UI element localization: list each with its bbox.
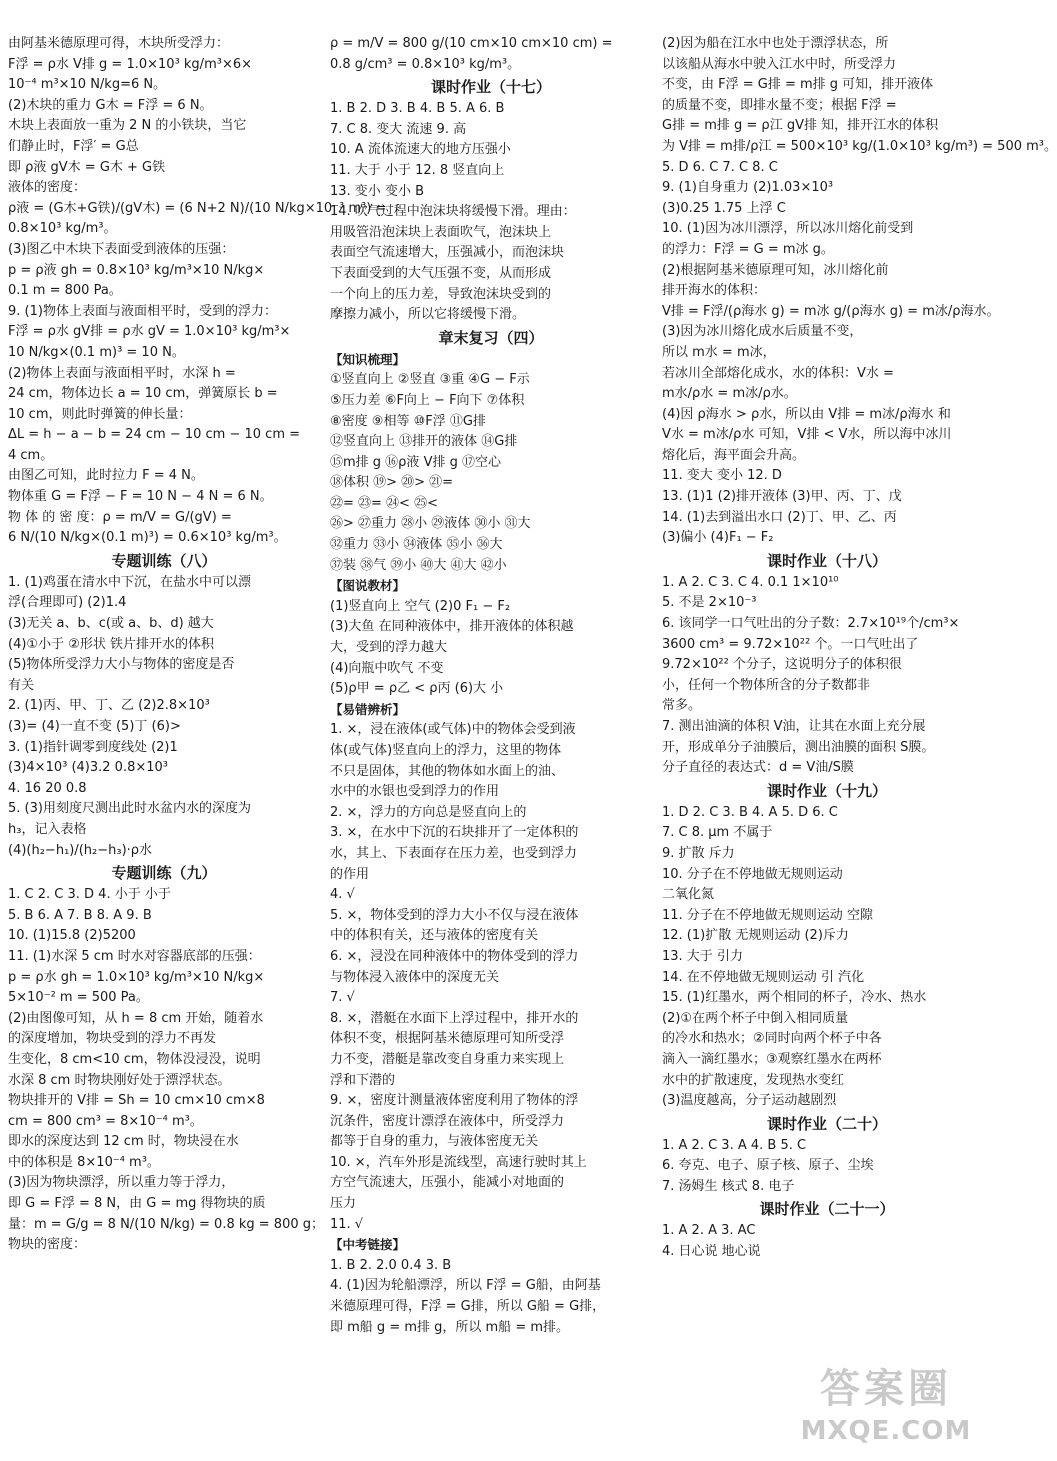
answer-line: 2. ×，浮力的方向总是竖直向上的	[330, 804, 527, 820]
answer-line: 11. 分子在不停地做无规则运动 空隙	[662, 907, 873, 923]
answer-line: 5. ×，物体受到的浮力大小不仅与浸在液体	[330, 907, 579, 923]
answer-line: 14. (1)去到溢出水口 (2)丁、甲、乙、丙	[662, 509, 897, 525]
answer-line: 表面空气流速增大，压强减小，而泡沫块	[330, 245, 565, 261]
answer-line: 排开海水的体积：	[662, 283, 767, 299]
answer-line: 7. C 8. μm 不属于	[662, 825, 773, 841]
answer-line: 1. A 2. A 3. AC	[662, 1223, 756, 1239]
answer-line: ⑱体积 ⑲> ⑳> ㉑=	[330, 475, 454, 491]
answer-line: (2)因为船在江水中也处于漂浮状态，所	[662, 36, 889, 51]
section-heading: 专题训练（九）	[111, 864, 217, 883]
answer-line: 13. 大于 引力	[662, 948, 743, 964]
answer-line: (4)(h₂−h₁)/(h₂−h₃)·ρ水	[8, 842, 153, 858]
answer-line: 10 cm，则此时弹簧的伸长量：	[8, 406, 192, 422]
answer-line: ρ = m/V = 800 g/(10 cm×10 cm×10 cm) =	[330, 36, 613, 51]
answer-line: 若冰川全部熔化成水，水的体积：V水 =	[662, 365, 894, 381]
answer-line: 4 cm。	[8, 447, 54, 463]
answer-line: 以该船从海水中驶入江水中时，所受浮力	[662, 56, 897, 72]
answer-line: 都等于自身的重力，与液体密度无关	[330, 1134, 539, 1150]
answer-line: 4. √	[330, 887, 355, 903]
answer-line: ⑮m排 g ⑯ρ液 V排 g ⑰空心	[330, 454, 501, 470]
watermark	[786, 1363, 986, 1453]
answer-line: ①竖直向上 ②竖直 ③重 ④G − F示	[330, 372, 530, 388]
answer-line: (3)因为物块漂浮，所以重力等于浮力，	[8, 1175, 235, 1191]
answer-line: 9. (1)物体上表面与液面相平时，受到的浮力：	[8, 303, 277, 319]
answer-line: 1. (1)鸡蛋在清水中下沉，在盐水中可以漂	[8, 574, 251, 590]
answer-line: 5×10⁻² m = 500 Pa。	[8, 990, 149, 1006]
answer-line: ㉒= ㉓= ㉔< ㉕<	[330, 495, 438, 511]
answer-line: 方空气流速大，压强小，能减小对地面的	[330, 1175, 565, 1191]
answer-line: m水/ρ水 = m冰/ρ水。	[662, 386, 797, 402]
answer-line: 压力	[330, 1196, 357, 1212]
answer-line: (3)0.25 1.75 上浮 C	[662, 200, 786, 216]
answer-line: 4. 16 20 0.8	[8, 780, 87, 796]
answer-line: 10. A 流体流速大的地方压强小	[330, 142, 511, 158]
answer-line: 物块排开的 V排 = Sh = 10 cm×10 cm×8	[8, 1093, 265, 1109]
answer-line: ㉖> ㉗重力 ㉘小 ㉙液体 ㉚小 ㉛大	[330, 516, 531, 532]
middle-column	[330, 34, 652, 1338]
answer-line: (4)①小于 ②形状 铁片排开水的体积	[8, 636, 214, 652]
answer-line: 量：m = G/g = 8 N/(10 N/kg) = 0.8 kg = 800 g；	[8, 1216, 324, 1232]
answer-line: (3)因为冰川熔化成水后质量不变，	[662, 324, 863, 340]
answer-line: 5. 不是 2×10⁻³	[662, 595, 757, 611]
answer-line: (3)无关 a、b、c(或 a、b、d) 越大	[8, 616, 214, 632]
answer-line: (2)①在两个杯子中倒入相同质量	[662, 1010, 849, 1026]
answer-line: 0.8×10³ kg/m³。	[8, 221, 117, 237]
answer-line: 二氧化氮	[662, 887, 715, 903]
section-heading: 章末复习（四）	[438, 328, 544, 347]
answer-line: p = ρ液 gh = 0.8×10³ kg/m³×10 N/kg×	[8, 262, 265, 278]
answer-line: 7. 汤姆生 核式 8. 电子	[662, 1178, 795, 1194]
answer-line: 一个向上的压力差，导致泡沫块受到的	[330, 286, 552, 302]
answer-line: 10. (1)15.8 (2)5200	[8, 928, 136, 944]
answer-line: 体积不变，根据阿基米德原理可知所受浮	[330, 1031, 565, 1047]
answer-line: (3)图乙中木块下表面受到液体的压强：	[8, 241, 235, 257]
answer-line: 有关	[8, 677, 35, 693]
answer-line: 体(或气体)竖直向上的浮力，这里的物体	[330, 743, 562, 758]
answer-line: (3)大鱼 在同种液体中，排开液体的体积越	[330, 619, 574, 635]
subsection-label: 【中考链接】	[330, 1237, 406, 1253]
answer-line: 用吸管沿泡沫块上表面吹气，泡沫块上	[330, 224, 552, 240]
answer-line: 1. B 2. 2.0 0.4 3. B	[330, 1257, 452, 1273]
answer-line: (4)向瓶中吹气 不变	[330, 660, 444, 676]
answer-line: (4)因 ρ海水 > ρ水，所以由 V排 = m冰/ρ海水 和	[662, 406, 951, 422]
answer-line: 14. 吹气过程中泡沫块将缓慢下滑。理由：	[330, 204, 576, 220]
answer-line: ⑫竖直向上 ⑬排开的液体 ⑭G排	[330, 434, 518, 450]
answer-line: 们静止时，F浮′ = G总	[8, 138, 139, 154]
answer-line: 9.72×10²² 个分子，这说明分子的体积很	[662, 657, 902, 673]
answer-line: (1)竖直向上 空气 (2)0 F₁ − F₂	[330, 598, 511, 614]
answer-line: 即 G = F浮 = 8 N，由 G = mg 得物块的质	[8, 1196, 266, 1212]
section-heading: 课时作业（十九）	[766, 781, 887, 800]
answer-line: 水，其上、下表面存在压力差，也受到浮力	[330, 845, 578, 861]
answer-line: (3)4×10³ (4)3.2 0.8×10³	[8, 760, 169, 776]
answer-line: 7. 测出油滴的体积 V油，让其在水面上充分展	[662, 719, 926, 734]
answer-line: ⑤压力差 ⑥F向上 − F向下 ⑦体积	[330, 392, 525, 408]
answer-line: 14. 在不停地做无规则运动 引 汽化	[662, 969, 865, 985]
answer-line: G排 = m排 g = ρ江 gV排 知，排开江水的体积	[662, 118, 939, 134]
answer-line: ⑧密度 ⑨相等 ⑩F浮 ⑪G排	[330, 413, 486, 429]
section-heading: 课时作业（十七）	[430, 78, 551, 97]
answer-line: h₃，记入表格	[8, 821, 87, 837]
answer-line: V排 = F浮/(ρ海水 g) = m冰 g/(ρ海水 g) = m冰/ρ海水。	[662, 303, 1000, 319]
answer-line: 的深度增加，物块受到的浮力不再发	[8, 1031, 217, 1047]
answer-line: 3. ×，在水中下沉的石块排开了一定体积的	[330, 825, 579, 841]
answer-line: 水深 8 cm 时物块刚好处于漂浮状态。	[8, 1072, 231, 1088]
answer-line: 8. ×，潜艇在水面下上浮过程中，排开水的	[330, 1010, 579, 1026]
answer-line: 即 ρ液 gV木 = G木 + G铁	[8, 159, 166, 175]
answer-line: 中的体积是 8×10⁻⁴ m³。	[8, 1154, 160, 1170]
answer-line: 1. C 2. C 3. D 4. 小于 小于	[8, 887, 171, 903]
answer-line: 滴入一滴红墨水；③观察红墨水在两杯	[662, 1051, 882, 1067]
answer-line: 4. (1)因为轮船漂浮，所以 F浮 = G船，由阿基	[330, 1278, 601, 1294]
answer-line: 即水的深度达到 12 cm 时，物块浸在水	[8, 1134, 239, 1150]
answer-line: 4. 日心说 地心说	[662, 1244, 761, 1260]
answer-line: 10. ×，汽车外形是流线型，高速行驶时其上	[330, 1154, 587, 1170]
answer-line: 6 N/(10 N/kg×(0.1 m)³) = 0.6×10³ kg/m³。	[8, 530, 287, 546]
answer-line: 6. 该同学一口气吐出的分子数：2.7×10¹⁹个/cm³×	[662, 616, 960, 632]
answer-line: 力不变，潜艇是靠改变自身重力来实现上	[330, 1051, 565, 1067]
answer-line: 3. (1)指针调零到度线处 (2)1	[8, 739, 178, 755]
answer-line: 物块的密度：	[8, 1237, 87, 1253]
answer-line: 常多。	[662, 698, 702, 714]
answer-line: 木块上表面放一重为 2 N 的小铁块，当它	[8, 118, 247, 134]
answer-line: (5)物体所受浮力大小与物体的密度是否	[8, 657, 235, 673]
answer-line: 中的体积有关，还与液体的密度有关	[330, 928, 539, 944]
answer-line: 物 体 的 密 度：ρ = m/V = G/(gV) =	[8, 509, 232, 525]
answer-line: (2)物体上表面与液面相平时，水深 h =	[8, 365, 236, 381]
answer-line: 1. D 2. C 3. B 4. A 5. D 6. C	[662, 804, 838, 820]
answer-line: 11. (1)水深 5 cm 时水对容器底部的压强：	[8, 948, 261, 964]
answer-line: F浮 = ρ水 V排 g = 1.0×10³ kg/m³×6×	[8, 56, 252, 72]
answer-line: 的冷水和热水；②同时向两个杯子中各	[662, 1031, 882, 1047]
answer-line: 大，受到的浮力越大	[330, 640, 448, 656]
answer-line: 0.8 g/cm³ = 0.8×10³ kg/m³。	[330, 56, 521, 72]
answer-line: 沉条件，密度计漂浮在液体中，所受浮力	[330, 1113, 565, 1129]
answer-line: 11. 大于 小于 12. 8 竖直向上	[330, 162, 505, 178]
answer-line: 1. B 2. D 3. B 4. B 5. A 6. B	[330, 101, 505, 117]
answer-line: 的质量不变，即排水量不变；根据 F浮 =	[662, 97, 897, 113]
answer-line: 浮(合理即可) (2)1.4	[8, 595, 127, 611]
answer-line: 液体的密度：	[8, 180, 87, 196]
answer-line: 米德原理可得，F浮 = G排，所以 G船 = G排，	[330, 1299, 606, 1315]
answer-line: V水 = m冰/ρ水 可知，V排 < V水，所以海中冰川	[662, 427, 952, 443]
answer-line: 0.1 m = 800 Pa。	[8, 283, 122, 299]
answer-line: ㊲装 ㊳气 ㊴小 ㊵大 ㊶大 ㊷小	[330, 557, 507, 573]
answer-line: 下表面受到的大气压强不变，从而形成	[330, 265, 552, 281]
answer-line: F浮 = ρ水 gV排 = ρ水 gV = 1.0×10³ kg/m³×	[8, 324, 291, 340]
answer-line: 5. D 6. C 7. C 8. C	[662, 159, 778, 175]
answer-line: 6. 夸克、电子、原子核、原子、尘埃	[662, 1158, 874, 1174]
section-heading: 课时作业（二十一）	[759, 1200, 895, 1219]
answer-line: 的浮力：F浮 = G = m冰 g。	[662, 241, 834, 257]
answer-line: 分子直径的表达式：d = V油/S膜	[662, 760, 854, 776]
section-heading: 专题训练（八）	[111, 551, 217, 570]
answer-line: 不只是固体，其他的物体如水面上的油、	[330, 763, 565, 779]
answer-line: 2. (1)丙、甲、丁、乙 (2)2.8×10³	[8, 698, 210, 714]
answer-line: 与物体浸入液体中的深度无关	[330, 969, 500, 985]
answer-line: 的作用	[330, 866, 370, 882]
section-heading: 课时作业（二十）	[766, 1114, 887, 1133]
answer-line: 小，任何一个物体所含的分子数都非	[662, 677, 871, 693]
answer-line: 水中的扩散速度，发现热水变红	[662, 1072, 845, 1088]
answer-line: (2)根据阿基米德原理可知，冰川熔化前	[662, 262, 889, 278]
section-heading: 课时作业（十八）	[766, 551, 887, 570]
right-column	[662, 34, 1057, 1263]
answer-line: 12. (1)扩散 无规则运动 (2)斥力	[662, 928, 849, 944]
subsection-label: 【图说教材】	[330, 578, 406, 594]
answer-line: 7. √	[330, 990, 355, 1006]
answer-line: 摩擦力减小，所以它将缓慢下滑。	[330, 307, 526, 323]
answer-line: 24 cm，物体边长 a = 10 cm，弹簧原长 b =	[8, 386, 278, 402]
subsection-label: 【知识梳理】	[330, 351, 406, 367]
answer-line: 11. √	[330, 1216, 364, 1232]
answer-line: (3)温度越高，分子运动越剧烈	[662, 1093, 837, 1109]
answer-line: 5. B 6. A 7. B 8. A 9. B	[8, 907, 152, 923]
answer-line: 1. ×，浸在液体(或气体)中的物体会受到液	[330, 722, 576, 738]
answer-line: 9. (1)自身重力 (2)1.03×10³	[662, 180, 834, 196]
answer-line: 不变，由 F浮 = G排 = m排 g 可知，排开液体	[662, 77, 934, 93]
answer-line: 9. 扩散 斥力	[662, 845, 735, 861]
answer-line: 开，形成单分子油膜后，测出油膜的面积 S膜。	[662, 739, 935, 755]
answer-line: 3600 cm³ = 9.72×10²² 个。一口气吐出了	[662, 636, 919, 652]
answer-line: 7. C 8. 变大 流速 9. 高	[330, 121, 467, 137]
answer-line: 13. 变小 变小 B	[330, 183, 424, 199]
answer-line: cm = 800 cm³ = 8×10⁻⁴ m³。	[8, 1113, 203, 1129]
answer-line: 13. (1)1 (2)排开液体 (3)甲、丙、丁、戊	[662, 489, 902, 505]
answer-line: 9. ×，密度计测量液体密度利用了物体的浮	[330, 1093, 579, 1109]
answer-line: 11. 变大 变小 12. D	[662, 468, 782, 484]
answer-line: 10. (1)因为冰川漂浮，所以冰川熔化前受到	[662, 221, 914, 237]
watermark-logo: 答案圈	[820, 1366, 952, 1412]
answer-line: 10⁻⁴ m³×10 N/kg=6 N。	[8, 77, 167, 93]
answer-line: (2)由图像可知，从 h = 8 cm 开始，随着水	[8, 1010, 264, 1026]
answer-line: 10. 分子在不停地做无规则运动	[662, 866, 843, 882]
answer-line: 熔化后，海平面会升高。	[662, 447, 806, 463]
answer-line: 由阿基米德原理可得，木块所受浮力：	[8, 36, 230, 51]
answer-line: ρ液 = (G木+G铁)/(gV木) = (6 N+2 N)/(10 N/kg×10⁻³ m³) =	[8, 200, 387, 216]
watermark-url: MXQE.COM	[800, 1416, 972, 1446]
answer-line: (3)偏小 (4)F₁ − F₂	[662, 530, 774, 546]
answer-line: 水中的水银也受到浮力的作用	[330, 784, 500, 800]
answer-line: p = ρ水 gh = 1.0×10³ kg/m³×10 N/kg×	[8, 969, 265, 985]
answer-line: 1. A 2. C 3. A 4. B 5. C	[662, 1137, 807, 1153]
answer-line: (2)木块的重力 G木 = F浮 = 6 N。	[8, 97, 213, 113]
answer-line: 1. A 2. C 3. C 4. 0.1 1×10¹⁰	[662, 574, 839, 590]
answer-line: 即 m船 g = m排 g，所以 m船 = m排。	[330, 1319, 570, 1335]
answer-line: 6. ×，浸没在同种液体中的物体受到的浮力	[330, 948, 579, 964]
answer-line: (3)= (4)一直不变 (5)丁 (6)>	[8, 719, 181, 734]
answer-line: ㉜重力 ㉝小 ㉞液体 ㉟小 ㊱大	[330, 537, 503, 553]
answer-line: 由图乙可知，此时拉力 F = 4 N。	[8, 468, 204, 484]
answer-line: 浮和下潜的	[330, 1072, 396, 1088]
answer-line: 生变化，8 cm<10 cm，物体没浸没，说明	[8, 1051, 261, 1067]
answer-line: 10 N/kg×(0.1 m)³ = 10 N。	[8, 344, 185, 360]
answer-line: (5)ρ甲 = ρ乙 < ρ丙 (6)大 小	[330, 681, 504, 697]
answer-line: 所以 m水 = m冰，	[662, 344, 776, 360]
answer-line: 为 V排 = m排/ρ江 = 500×10³ kg/(1.0×10³ kg/m³) = 500 m³。	[662, 138, 1057, 154]
answer-line: 15. (1)红墨水，两个相同的杯子，冷水、热水	[662, 990, 927, 1006]
answer-line: ΔL = h − a − b = 24 cm − 10 cm − 10 cm =	[8, 427, 301, 443]
answer-line: 物体重 G = F浮 − F = 10 N − 4 N = 6 N。	[8, 489, 273, 505]
subsection-label: 【易错辨析】	[330, 701, 406, 717]
answer-line: 5. (3)用刻度尺测出此时水盆内水的深度为	[8, 801, 251, 817]
